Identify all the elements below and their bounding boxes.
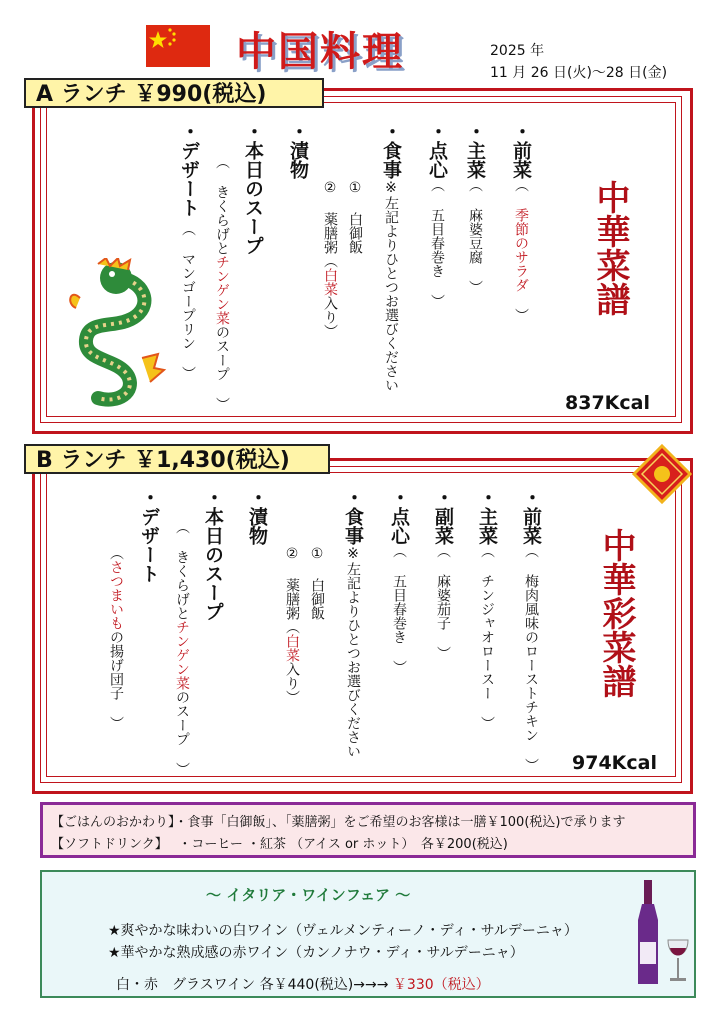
- wine-price-line: 白・赤 グラスワイン 各￥440(税込)→→→ ￥330（税込）: [116, 977, 490, 993]
- b-zensai-heading: ・前菜: [520, 488, 542, 545]
- year-text: 2025 年: [490, 43, 545, 59]
- b-tenshin-detail: （ 五目春巻き ）: [391, 544, 407, 674]
- b-shusai-heading: ・主菜: [476, 488, 498, 545]
- b-soup-detail: （ きくらげとチンゲン菜のスープ ）: [174, 520, 190, 776]
- b-option-2: ② 薬膳粥（白菜入り）: [284, 546, 300, 704]
- wine-bottle-glass-icon: [632, 880, 692, 992]
- b-lunch-label: B ランチ ￥1,430(税込): [24, 444, 330, 474]
- wine-red-line: ★華やかな熟成感の赤ワイン（カンノナウ・ディ・サルデーニャ）: [108, 945, 524, 961]
- flag-stars-icon: [146, 25, 210, 67]
- b-menu-title: 中華彩菜譜: [596, 528, 636, 698]
- a-soup-heading: ・本日のスープ: [242, 122, 264, 255]
- notice-line-rice: 【ごはんのおかわり】・食事「白御飯」、「薬膳粥」をご希望のお客様は一膳￥100(税込)で承ります: [51, 815, 626, 830]
- a-tsukemono-heading: ・漬物: [287, 122, 309, 179]
- notice-box: [40, 802, 696, 858]
- a-kcal: 837Kcal: [565, 392, 650, 414]
- a-zensai-heading: ・前菜: [510, 122, 532, 179]
- b-fukusai-detail: （ 麻婆茄子 ）: [435, 544, 451, 660]
- b-kcal: 974Kcal: [572, 752, 657, 774]
- date-range-text: 11 月 26 日(火)～28 日(金): [490, 65, 668, 81]
- a-option-1: ① 白御飯: [347, 180, 363, 254]
- b-fukusai-heading: ・副菜: [432, 488, 454, 545]
- b-dessert-detail: （さつまいもの揚げ団子 ）: [108, 546, 124, 730]
- a-tenshin-heading: ・点心: [426, 122, 448, 179]
- a-option-2: ② 薬膳粥（白菜入り）: [322, 180, 338, 338]
- b-shusai-detail: （ チンジャオロースー ）: [479, 544, 495, 730]
- b-shokuji-note: ※左記よりひとつお選びください: [345, 546, 361, 758]
- a-shokuji-note: ※左記よりひとつお選びください: [383, 180, 399, 392]
- a-lunch-label: A ランチ ￥990(税込): [24, 78, 324, 108]
- wine-white-line: ★爽やかな味わいの白ワイン（ヴェルメンティーノ・ディ・サルデーニャ）: [108, 923, 578, 939]
- b-tenshin-heading: ・点心: [388, 488, 410, 545]
- fortune-diamond-icon: [632, 444, 692, 504]
- a-dessert-detail: （ マンゴープリン ）: [180, 222, 196, 380]
- b-tsukemono-heading: ・漬物: [246, 488, 268, 545]
- page-title: 中国料理: [236, 29, 404, 75]
- a-menu-title: 中華菜譜: [590, 180, 630, 316]
- wine-fair-box: [40, 870, 696, 998]
- a-tenshin-detail: （ 五目春巻き ）: [429, 178, 445, 308]
- b-soup-heading: ・本日のスープ: [202, 488, 224, 621]
- a-zensai-detail: （ 季節のサラダ ）: [513, 178, 529, 322]
- china-flag-icon: [146, 25, 210, 67]
- b-shokuji-heading: ・食事: [342, 488, 364, 545]
- b-zensai-detail: （ 梅肉風味のローストチキン ）: [523, 544, 539, 772]
- a-shusai-detail: （ 麻婆豆腐 ）: [467, 178, 483, 294]
- a-soup-detail: （ きくらげとチンゲン菜のスープ ）: [214, 155, 230, 411]
- b-option-1: ① 白御飯: [309, 546, 325, 620]
- notice-line-drinks: 【ソフトドリンク】 ・コーヒー ・紅茶 （アイス or ホット） 各￥200(税込): [51, 837, 508, 852]
- a-shokuji-heading: ・食事: [380, 122, 402, 179]
- a-dessert-heading: ・デザート: [178, 122, 200, 217]
- a-shusai-heading: ・主菜: [464, 122, 486, 179]
- wine-fair-title: ～ イタリア・ワインフェア ～: [206, 886, 411, 904]
- b-dessert-heading: ・デザート: [138, 488, 160, 583]
- dragon-illustration-icon: [58, 258, 168, 408]
